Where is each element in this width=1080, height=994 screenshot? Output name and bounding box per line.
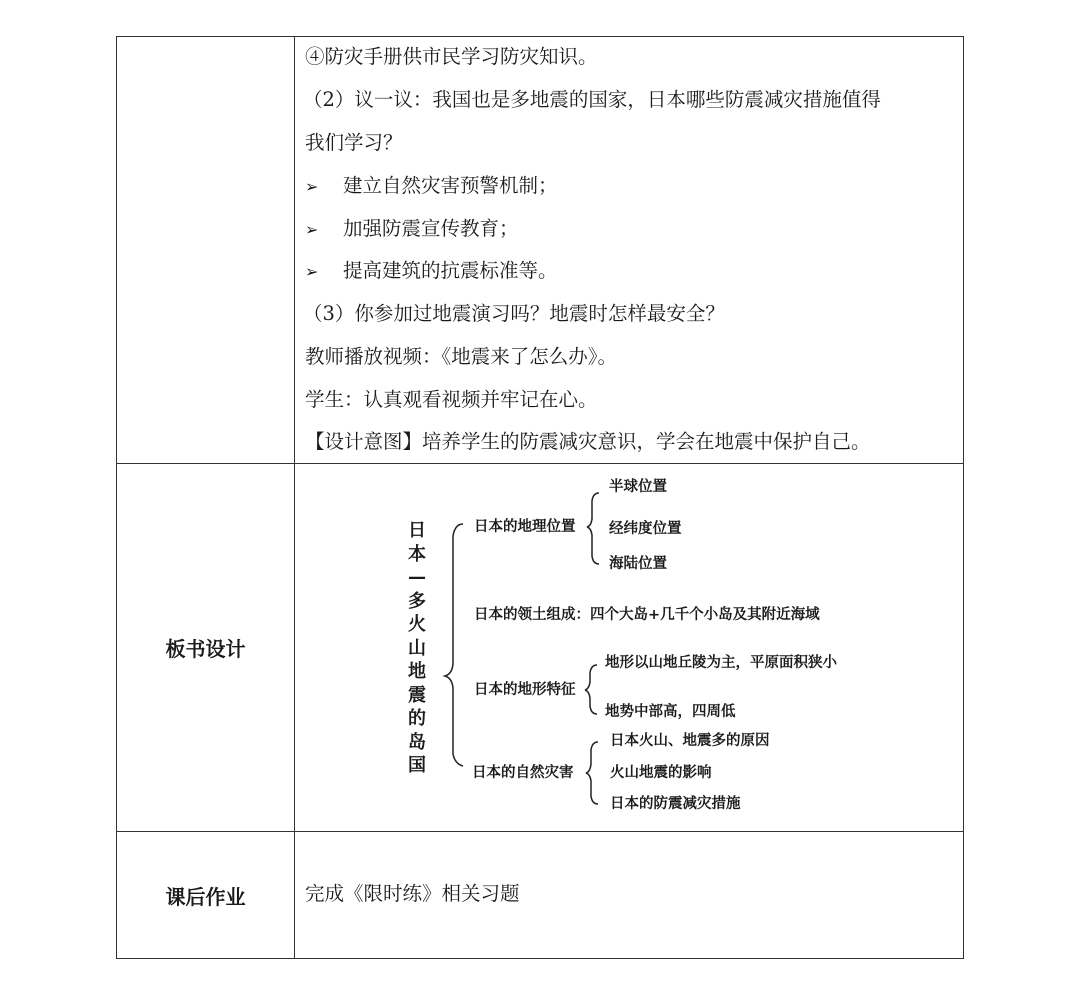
disaster-item: 火山地震的影响 [610,765,712,781]
branch-terrain-label: 日本的地形特征 [474,682,576,698]
title-char: 多 [408,590,426,612]
table-row-activity [117,37,963,464]
title-char: 山 [408,637,426,659]
text-line: （3）你参加过地震演习吗？地震时怎样最安全？ [303,302,725,325]
text-line: （2）议一议：我国也是多地震的国家，日本哪些防震减灾措施值得 [303,88,881,111]
bullet-text: 建立自然灾害预警机制； [343,174,558,197]
activity-content [295,37,963,463]
disaster-item: 日本的防震减灾措施 [610,796,741,812]
disaster-item: 日本火山、地震多的原因 [610,733,770,749]
title-char: 地 [408,661,426,682]
title-char: 的 [408,708,426,729]
disaster-brace [586,742,598,804]
bullet-arrow-icon: ➢ [305,220,319,239]
text-line: 我们学习？ [305,131,403,154]
bullet-text: 提高建筑的抗震标准等。 [343,259,558,282]
text-line: ④防灾手册供市民学习防灾知识。 [305,45,598,68]
board-design-diagram [295,464,963,831]
geo-item: 海陆位置 [609,556,667,572]
terrain-item: 地形以山地丘陵为主，平原面积狭小 [605,655,837,671]
row-label-homework: 课后作业 [117,832,295,958]
text-line: 教师播放视频：《地震来了怎么办》。 [305,345,618,368]
geo-item: 经纬度位置 [609,521,682,537]
title-char: 火 [408,614,426,635]
title-char: 国 [408,755,426,776]
title-char: 日 [408,520,426,541]
homework-text: 完成《限时练》相关习题 [305,882,520,905]
geo-brace [587,493,599,564]
branch-geo-label: 日本的地理位置 [474,519,576,535]
bullet-arrow-icon: ➢ [305,262,319,281]
branch-territory-label: 日本的领土组成：四个大岛+几千个小岛及其附近海域 [474,607,820,623]
title-char: 震 [408,684,426,706]
row-label-board-design: 板书设计 [117,464,295,831]
lesson-plan-table [116,36,964,959]
bullet-item [305,217,519,242]
terrain-brace [585,665,597,714]
bullet-item [305,259,558,284]
bullet-item [305,174,558,199]
terrain-item: 地势中部高，四周低 [605,704,736,720]
branch-disaster-label: 日本的自然灾害 [472,765,574,781]
title-char: — [408,567,426,588]
design-intent-line: 【设计意图】培养学生的防震减灾意识，学会在地震中保护自己。 [305,430,871,453]
table-row-homework [117,832,963,958]
bullet-text: 加强防震宣传教育； [343,217,519,240]
title-char: 岛 [408,731,426,753]
main-brace [445,524,463,766]
title-char: 本 [408,543,426,565]
table-row-board-design [117,464,963,832]
text-line: 学生：认真观看视频并牢记在心。 [305,388,598,411]
geo-item: 半球位置 [609,479,667,495]
homework-content [295,832,963,958]
bullet-arrow-icon: ➢ [305,177,319,196]
row-label-empty [117,37,295,463]
